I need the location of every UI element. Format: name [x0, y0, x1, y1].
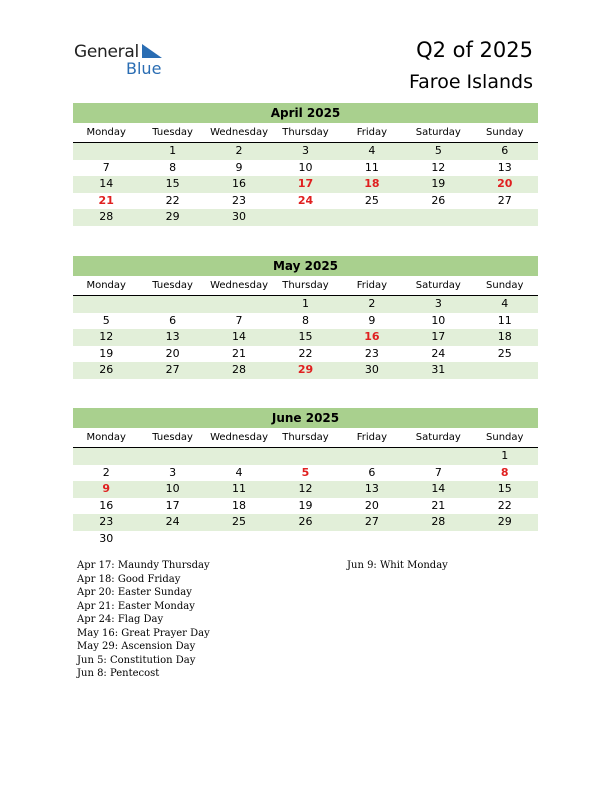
date-cell [339, 448, 405, 465]
weekday-label: Sunday [486, 432, 524, 443]
date-cell: 21 [431, 498, 446, 512]
date-cell: 22 [165, 193, 180, 207]
date-cell [272, 209, 338, 226]
date-cell: 27 [497, 193, 512, 207]
week-row [73, 514, 538, 531]
weekday-label: Tuesday [152, 280, 193, 291]
date-cell: 28 [431, 515, 446, 528]
date-cell: 8 [169, 160, 177, 174]
holiday-date-cell: 21 [98, 193, 114, 207]
weekday-label: Friday [356, 280, 388, 291]
date-cell: 26 [99, 363, 114, 376]
date-cell: 16 [99, 498, 114, 512]
week-row [73, 176, 538, 193]
date-cell: 19 [431, 177, 446, 190]
date-cell [472, 362, 538, 379]
week-row [73, 160, 538, 177]
date-cell: 24 [165, 515, 180, 528]
date-cell [339, 531, 405, 548]
weekday-label: Tuesday [152, 127, 193, 138]
holiday-list-item: Jun 9: Whit Monday [347, 560, 448, 571]
holiday-list-item: Apr 20: Easter Sunday [77, 587, 192, 598]
month-calendar-may [73, 256, 538, 379]
week-row [73, 531, 538, 548]
date-cell: 14 [99, 177, 114, 190]
date-cell: 27 [165, 363, 180, 376]
date-cell: 7 [235, 313, 243, 327]
date-cell: 25 [497, 346, 512, 360]
date-cell: 14 [431, 482, 446, 495]
brand-general-text: General [74, 42, 139, 62]
holiday-list-item: Jun 8: Pentecost [77, 668, 160, 679]
date-cell: 5 [102, 313, 110, 327]
date-cell: 31 [431, 363, 446, 376]
date-cell: 23 [99, 515, 114, 528]
date-cell: 9 [235, 160, 243, 174]
brand-logo [74, 40, 174, 80]
date-cell [73, 143, 139, 160]
date-cell: 29 [497, 515, 512, 528]
holiday-list-item: Apr 18: Good Friday [77, 573, 181, 585]
date-cell: 5 [434, 144, 442, 157]
date-cell: 20 [165, 346, 180, 360]
weekday-label: Monday [86, 280, 126, 291]
holiday-date-cell: 24 [297, 193, 314, 207]
date-cell [73, 448, 139, 465]
date-cell: 25 [364, 193, 379, 207]
month-title: May 2025 [73, 256, 538, 276]
date-cell: 10 [431, 313, 446, 327]
date-cell [405, 448, 471, 465]
date-cell [472, 209, 538, 226]
date-cell: 12 [99, 330, 114, 343]
date-cell: 4 [235, 465, 243, 479]
weekday-label: Saturday [415, 280, 461, 291]
holiday-date-cell: 9 [102, 482, 111, 495]
date-cell: 19 [298, 498, 313, 512]
date-cell: 15 [298, 330, 313, 343]
date-cell [206, 448, 272, 465]
holiday-date-cell: 18 [364, 177, 380, 190]
week-row [73, 143, 538, 160]
weekday-header-row [73, 428, 538, 448]
weekday-label: Tuesday [152, 432, 193, 443]
date-cell: 2 [368, 297, 376, 310]
date-cell [206, 531, 272, 548]
date-cell: 30 [364, 363, 379, 376]
date-cell: 7 [434, 465, 442, 479]
holiday-list-item: Apr 17: Maundy Thursday [77, 560, 210, 571]
holiday-list-item: Jun 5: Constitution Day [77, 654, 196, 666]
holiday-date-cell: 8 [500, 465, 509, 479]
date-cell: 3 [301, 144, 309, 157]
date-cell: 24 [431, 346, 446, 360]
holiday-date-cell: 16 [364, 330, 380, 343]
date-cell: 7 [102, 160, 110, 174]
week-row [73, 465, 538, 482]
weekday-label: Monday [86, 127, 126, 138]
date-cell: 11 [364, 160, 379, 174]
month-title: June 2025 [73, 408, 538, 428]
region-name: Faroe Islands [408, 71, 533, 93]
weekday-label: Wednesday [210, 127, 268, 138]
date-cell [139, 296, 205, 313]
date-cell: 21 [232, 346, 247, 360]
date-cell: 6 [368, 465, 376, 479]
date-cell: 23 [232, 193, 247, 207]
brand-blue-text: Blue [126, 59, 162, 78]
date-cell: 8 [301, 313, 309, 327]
weekday-header-row [73, 123, 538, 143]
date-cell: 20 [364, 498, 379, 512]
date-cell: 1 [301, 297, 309, 310]
date-cell: 3 [169, 465, 177, 479]
holiday-date-cell: 17 [297, 177, 314, 190]
date-cell: 18 [232, 498, 247, 512]
date-cell: 10 [298, 160, 313, 174]
month-calendar-april [73, 103, 538, 226]
week-row [73, 209, 538, 226]
date-cell: 6 [169, 313, 177, 327]
date-cell [405, 209, 471, 226]
holiday-list-item: Apr 21: Easter Monday [77, 600, 195, 612]
holiday-list-right [347, 559, 448, 573]
date-cell: 1 [501, 449, 509, 462]
holiday-date-cell: 29 [297, 363, 314, 376]
date-cell: 30 [232, 210, 247, 223]
weekday-label: Friday [356, 127, 388, 138]
date-cell: 25 [232, 515, 247, 528]
date-cell [206, 296, 272, 313]
date-cell: 1 [169, 144, 177, 157]
holiday-list-item: May 16: Great Prayer Day [77, 627, 210, 639]
date-cell: 3 [434, 297, 442, 310]
weekday-label: Sunday [486, 280, 524, 291]
weekday-label: Wednesday [210, 432, 268, 443]
date-cell: 6 [501, 144, 509, 157]
weekday-label: Sunday [486, 127, 524, 138]
date-cell: 18 [497, 330, 512, 343]
date-cell: 14 [232, 330, 247, 343]
weekday-label: Friday [356, 432, 388, 443]
date-cell [272, 531, 338, 548]
date-cell: 15 [165, 177, 180, 190]
date-cell: 9 [368, 313, 376, 327]
holiday-date-cell: 20 [497, 177, 513, 190]
weekday-label: Thursday [282, 127, 329, 138]
month-title: April 2025 [73, 103, 538, 123]
holiday-list-left [77, 559, 210, 681]
date-cell: 12 [431, 160, 446, 174]
date-cell: 29 [165, 210, 180, 223]
weekday-label: Saturday [415, 432, 461, 443]
date-cell: 26 [298, 515, 313, 528]
week-row [73, 498, 538, 515]
date-cell: 22 [497, 498, 512, 512]
date-cell: 28 [99, 210, 114, 223]
date-cell: 11 [232, 482, 247, 495]
weekday-label: Wednesday [210, 280, 268, 291]
date-cell: 13 [364, 482, 379, 495]
date-cell: 26 [431, 193, 446, 207]
date-cell: 16 [232, 177, 247, 190]
weekday-label: Thursday [282, 280, 329, 291]
logo-flag-icon [140, 43, 164, 59]
date-cell [472, 531, 538, 548]
weekday-label: Monday [86, 432, 126, 443]
month-calendar-june [73, 408, 538, 547]
date-cell: 22 [298, 346, 313, 360]
holiday-list-item: May 29: Ascension Day [77, 641, 196, 652]
date-cell: 15 [497, 482, 512, 495]
date-cell: 13 [497, 160, 512, 174]
week-row [73, 313, 538, 330]
week-row [73, 481, 538, 498]
date-cell [272, 448, 338, 465]
page-title: Q2 of 2025 [416, 38, 533, 62]
date-cell: 28 [232, 363, 247, 376]
date-cell: 4 [368, 144, 376, 157]
date-cell: 19 [99, 346, 114, 360]
holiday-list-item: Apr 24: Flag Day [77, 614, 164, 625]
week-row [73, 362, 538, 379]
week-row [73, 448, 538, 465]
weekday-label: Thursday [282, 432, 329, 443]
week-row [73, 296, 538, 313]
date-cell: 17 [431, 330, 446, 343]
week-row [73, 193, 538, 210]
date-cell: 12 [298, 482, 313, 495]
date-cell: 10 [165, 482, 180, 495]
date-cell: 2 [102, 465, 110, 479]
weekday-header-row [73, 276, 538, 296]
date-cell: 4 [501, 297, 509, 310]
date-cell: 13 [165, 330, 180, 343]
date-cell: 27 [364, 515, 379, 528]
date-cell [405, 531, 471, 548]
date-cell: 11 [497, 313, 512, 327]
date-cell: 2 [235, 144, 243, 157]
weekday-label: Saturday [415, 127, 461, 138]
date-cell: 17 [165, 498, 180, 512]
date-cell [139, 531, 205, 548]
date-cell [139, 448, 205, 465]
date-cell: 23 [364, 346, 379, 360]
holiday-date-cell: 5 [301, 465, 310, 479]
date-cell [73, 296, 139, 313]
week-row [73, 346, 538, 363]
date-cell: 30 [99, 531, 114, 545]
date-cell [339, 209, 405, 226]
week-row [73, 329, 538, 346]
